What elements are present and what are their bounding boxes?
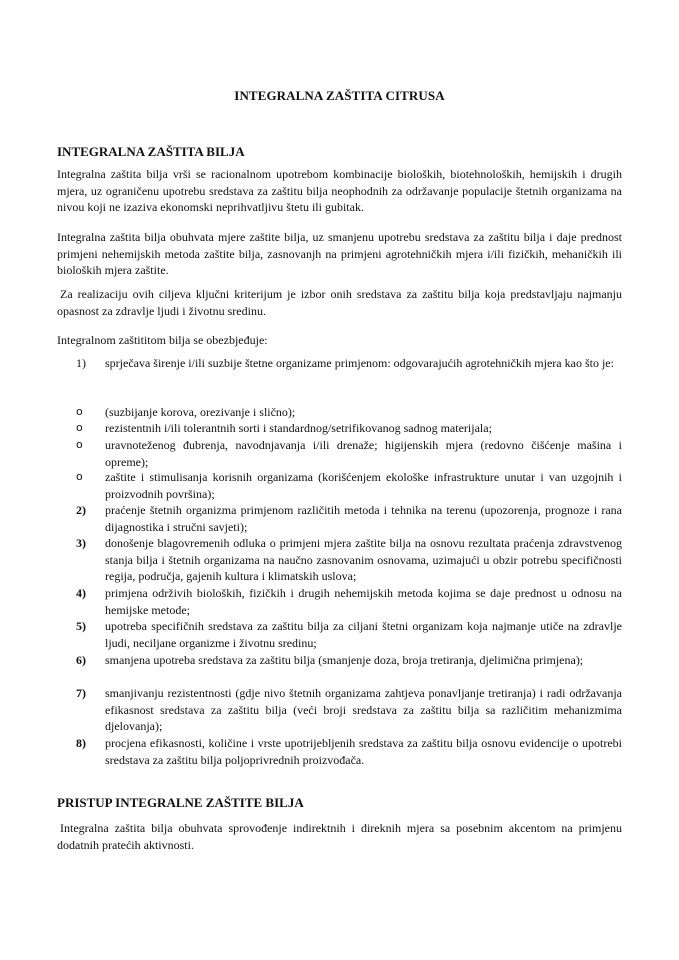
list-item	[76, 585, 622, 618]
list-item	[76, 735, 622, 768]
bullet-item	[76, 437, 622, 470]
list-item	[76, 618, 622, 651]
document-title: INTEGRALNA ZAŠTITA CITRUSA	[234, 88, 445, 103]
list-item-text: sprječava širenje i/ili suzbije štetne organizame primjenom: odgovarajućih agrotehničkih mjera kao što je:	[105, 356, 614, 370]
paragraph: Integralna zaštita bilja obuhvata sprovođenje indirektnih i direknih mjera sa posebnim akcentom na primjenu dodatnih pratećih aktivnosti.	[57, 821, 622, 852]
list-item	[76, 502, 622, 535]
list-marker: 1)	[76, 356, 86, 370]
bullet-icon: o	[76, 421, 83, 434]
section-heading-pristup-integralne-zastite: PRISTUP INTEGRALNE ZAŠTITE BILJA	[57, 795, 304, 810]
list-marker: 2)	[76, 503, 86, 517]
list-marker: 8)	[76, 736, 86, 750]
paragraph: Integralna zaštita bilja obuhvata mjere zaštite bilja, uz smanjenu upotrebu sredstava za zaštitu bilja i daje prednost primjeni nehemijskih metoda zaštite bilja, zasnovanjh na primjeni agrotehničkih mjera i/ili fizičkih, mehaničkih ili bioloških mjera zaštite.	[57, 230, 622, 278]
bullet-text: uravnoteženog đubrenja, navodnjavanja i/ili drenaže; higijenskih mjera (redovno čišćenje mašina i opreme);	[105, 438, 622, 469]
list-item	[76, 355, 622, 372]
list-item-text: smanjivanju rezistentnosti (gdje nivo štetnih organizama zahtjeva ponavljanje tretiranja) i radi održavanja efikasnost sredstava za zaštitu bilja (veći broji sredstava za zaštitu bilja sa različitim mehanizmima djelovanja);	[105, 686, 622, 733]
paragraph: Za realizaciju ovih ciljeva ključni kriterijum je izbor onih sredstava za zaštitu bilja koja predstavljaju najmanju opasnost za zdravlje ljudi i životnu sredinu.	[57, 287, 622, 318]
list-marker: 5)	[76, 619, 86, 633]
bullet-item	[76, 420, 622, 437]
list-item-text: donošenje blagovremenih odluka o primjeni mjera zaštite bilja na osnovu rezultata praćenja zdravstvenog stanja bilja i štetnih organizama na naučno zasnovanim osnovama, uzimajući u obzir potrebu specifičnosti regija, područja, gajenih kultura i klimatskih uslova;	[105, 536, 622, 583]
bullet-item	[76, 469, 622, 502]
bullet-text: zaštite i stimulisanja korisnih organizama (korišćenjem ekološke infrastrukture unutar i van uzgojnih i proizvodnih površina);	[105, 470, 622, 501]
bullet-text: rezistentnih i/ili tolerantnih sorti i standardnog/setrifikovanog sadnog materijala;	[105, 421, 492, 435]
list-item-text: smanjena upotreba sredstava za zaštitu bilja (smanjenje doza, broja tretiranja, djelimična primjena);	[105, 653, 584, 667]
bullet-icon: o	[76, 405, 83, 418]
list-item	[76, 535, 622, 585]
list-item	[76, 685, 622, 735]
paragraph: Integralna zaštita bilja vrši se racionalnom upotrebom kombinacije bioloških, biotehnoloških, hemijskih i drugih mjera, uz ograničenu upotrebu sredstava za zaštitu bilja neophodnih za održavanje populacije štetnih organizama na nivou koji ne izaziva ekonomski neprihvatljivu štetu ili gubitak.	[57, 167, 622, 215]
list-marker: 7)	[76, 686, 86, 700]
bullet-icon: o	[76, 438, 83, 451]
list-marker: 3)	[76, 536, 86, 550]
list-item	[76, 652, 622, 669]
list-item-text: praćenje štetnih organizma primjenom različitih metoda i tehnika na terenu (upozorenja, prognoze i rana dijagnostika i stručni savjeti);	[105, 503, 622, 534]
list-item-text: procjena efikasnosti, količine i vrste upotrijebljenih sredstava za zaštitu bilja osnovu evidencije o upotrebi sredstava za zaštitu bilja poljoprivrednih proizvođača.	[105, 736, 622, 767]
bullet-text: (suzbijanje korova, orezivanje i slično);	[105, 405, 296, 419]
list-item-text: upotreba specifičnih sredstava za zaštitu bilja za ciljani štetni organizam koja najmanje utiče na zdravlje ljudi, neciljane organizme i životnu sredinu;	[105, 619, 622, 650]
bullet-item	[76, 404, 622, 421]
bullet-icon: o	[76, 470, 83, 483]
list-marker: 6)	[76, 653, 86, 667]
list-marker: 4)	[76, 586, 86, 600]
list-item-text: primjena održivih bioloških, fizičkih i drugih nehemijskih metoda kojima se daje prednost u odnosu na hemijske metode;	[105, 586, 622, 617]
section-heading-integralna-zastita-bilja: INTEGRALNA ZAŠTITA BILJA	[57, 144, 245, 159]
paragraph: Integralnom zaštititom bilja se obezbjeđuje:	[57, 333, 268, 347]
